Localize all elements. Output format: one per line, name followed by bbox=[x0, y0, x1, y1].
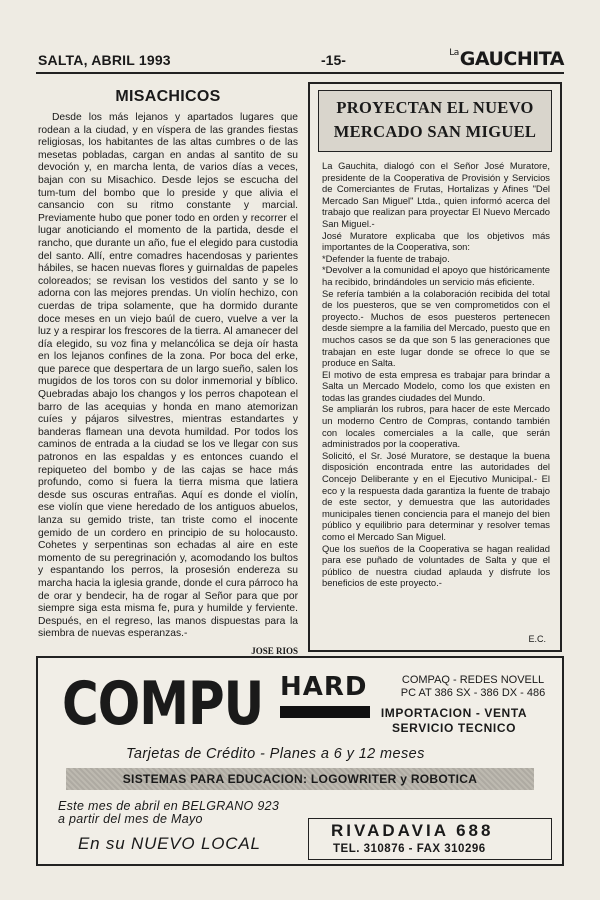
ad-credit-plans: Tarjetas de Crédito - Planes a 6 y 12 meses bbox=[126, 746, 425, 762]
paragraph: Se refería también a la colaboración recibida del total de los puesteros, que se ven comprometidos con el proyecto.- Muchos de esos puesteros pertenecen desde siempre a la familia del Mercado, puesto que en muchos casos se da que son 5 las generaciones que trabajan en este lugar donde se ofrece lo que se produce en Salta. bbox=[322, 287, 550, 369]
article-title-box bbox=[318, 90, 552, 152]
publication-logo bbox=[449, 48, 564, 70]
issue-date: SALTA, ABRIL 1993 bbox=[38, 52, 171, 68]
ad-product-brands bbox=[388, 674, 558, 700]
services-line-2: SERVICIO TECNICO bbox=[391, 721, 517, 735]
paragraph: Solicitó, el Sr. José Muratore, se destaque la buena disposición encontrada entre las autoridades del Concejo Deliberante y en el Ejecutivo Municipal.- El eco y la respuesta dada garantiza la fuente de trabajo de este sector, y demuestra que las autoridades municipales tienen conciencia para el manejo del bien público y equilibrio para determinar y resolver temas como el Mercado San Miguel. bbox=[322, 449, 550, 542]
article-signature: E.C. bbox=[528, 634, 546, 644]
ad-address: RIVADAVIA 688 bbox=[331, 821, 494, 840]
article-title: MISACHICOS bbox=[115, 88, 221, 105]
article-body bbox=[322, 160, 550, 589]
ad-education-banner bbox=[66, 768, 534, 790]
april-line-1: Este mes de abril en BELGRANO 923 bbox=[58, 799, 280, 813]
ad-current-location bbox=[58, 800, 279, 826]
april-line-2: a partir del mes de Mayo bbox=[58, 812, 203, 826]
article-body: Desde los más lejanos y apartados lugares que rodean a la ciudad, y en víspera de las grandes fiestas religiosas, los habitantes de las altas cumbres o de las mesetas pobladas, cargan en andas al santito de su devoción y, en marcha lenta, de varios días a veces, bajan con su Misachico. Desde lejos se escucha del tum-tum del bombo que lo preside y que alivia el cansancio con su ritmo constante y marcial. Previamente hubo que poner todo en orden y recorrer el lugar anoticiando el momento de la partida, desde el rancho, que durante un año, fue el elegido para custodia del santo. Allí, entre comadres hacendosas y parientes hábiles, se hacen nuevas flores y guirnaldas de papeles coloreados; se revisan los vestidos del santo y se lo adorna con las mejores prendas. Un violín hechizo, con cuerdas de tripa solamente, que ha dormido durante doce meses en un viejo baúl de cuero, vuelve a ver la luz y a respirar los frescores de la tierra. Al amanecer del día elegido, su voz fina y melancólica se deja oír hasta en los lejanos confines de la zona. Por boca del erke, que parece que despertara de un largo sueño, salen los mugidos de los toros con su dolor inmemorial y bíblico. Quebradas abajo los changos y los perros chapotean el barro de las acequias y honda en mano atemorizan cuíes y pájaros silvestres, mientras estandartes y banderas flamean una devota humildad. Por todos los caminos de entrada a la ciudad se los ve llegar con sus patronos en las espaldas y es entonces cuando el repiqueteo del bombo y de las cajas se hace más profundo, como si fuera la tierra misma que latiera desde sus oscuras entrañas. Aquí es donde el violín, ese violín que viene heredado de los antiguos abuelos, lanza su gemido triste, tan triste como el inocente gemido de un cordero en principio de su holocausto. Cohetes y serpentinas son echadas al aire en este momento de su peregrinación y, acomodando los bultos y espantando los perros, la prosesión endereza su marcha hacia la iglesia grande, donde el cura párroco ha de orar y bendecir, ha de rogar al Señor para que por siempre siga esta misma fe, pura y humilde y ferviente. Después, en el regreso, las manos dispuestas para la siembra de nuevas esperanzas.- bbox=[38, 112, 298, 640]
ad-phones: TEL. 310876 - FAX 310296 bbox=[333, 843, 486, 855]
article-author: JOSE RIOS bbox=[251, 646, 298, 656]
education-banner-text: SISTEMAS PARA EDUCACION: LOGOWRITER y ROBOTICA bbox=[122, 772, 478, 786]
paragraph: Que los sueños de la Cooperativa se hagan realidad para ese puñado de voluntades de Salta y que el público de nuestra ciudad aplauda y disfrute los beneficios de este proyecto.- bbox=[322, 542, 550, 589]
brands-line-2: PC AT 386 SX - 386 DX - 486 bbox=[400, 687, 546, 699]
ad-address-box bbox=[308, 818, 552, 860]
logo-prefix: La bbox=[449, 48, 459, 58]
brands-line-1: COMPAQ - REDES NOVELL bbox=[401, 674, 545, 686]
paragraph: Se ampliarán los rubros, para hacer de este Mercado un moderno Centro de Compras, contando también con locales comerciales a la calle, que serán administrados por la cooperativa. bbox=[322, 403, 550, 450]
paragraph: *Devolver a la comunidad el apoyo que históricamente ha recibido, brindándoles un servicio más eficiente. bbox=[322, 264, 550, 287]
page-header bbox=[36, 44, 564, 74]
article-mercado-san-miguel bbox=[308, 82, 562, 652]
ad-services bbox=[344, 706, 564, 736]
article-title bbox=[319, 96, 551, 144]
paragraph: *Defender la fuente de trabajo. bbox=[322, 252, 450, 264]
title-line-2: MERCADO SAN MIGUEL bbox=[333, 122, 537, 141]
ad-brand-hard: HARD bbox=[280, 672, 368, 702]
ad-new-local: En su NUEVO LOCAL bbox=[78, 834, 261, 853]
logo-text: GAUCHITA bbox=[459, 48, 564, 70]
paragraph: La Gauchita, dialogó con el Señor José Muratore, presidente de la Cooperativa de Provisión y Servicios de Comerciantes de Frutas, Hortalizas y Afines "Del Mercado San Miguel" Ltda., quien informó acerca del trabajo que realizan para proyectar El Nuevo Mercado San Miguel.- bbox=[322, 160, 550, 229]
services-line-1: IMPORTACION - VENTA bbox=[380, 706, 528, 720]
paragraph: José Muratore explicaba que los objetivos más importantes de la Cooperativa, son: bbox=[322, 229, 550, 253]
compuhard-advertisement bbox=[36, 656, 564, 866]
article-misachicos bbox=[38, 88, 298, 656]
paragraph: El motivo de esta empresa es trabajar para brindar a Salta un Mercado Modelo, como los que existen en todas las grandes ciudades del Mundo. bbox=[322, 368, 550, 403]
title-line-1: PROYECTAN EL NUEVO bbox=[336, 98, 534, 117]
ad-brand-compu: COMPU bbox=[62, 668, 264, 739]
page-number: -15- bbox=[321, 52, 346, 68]
